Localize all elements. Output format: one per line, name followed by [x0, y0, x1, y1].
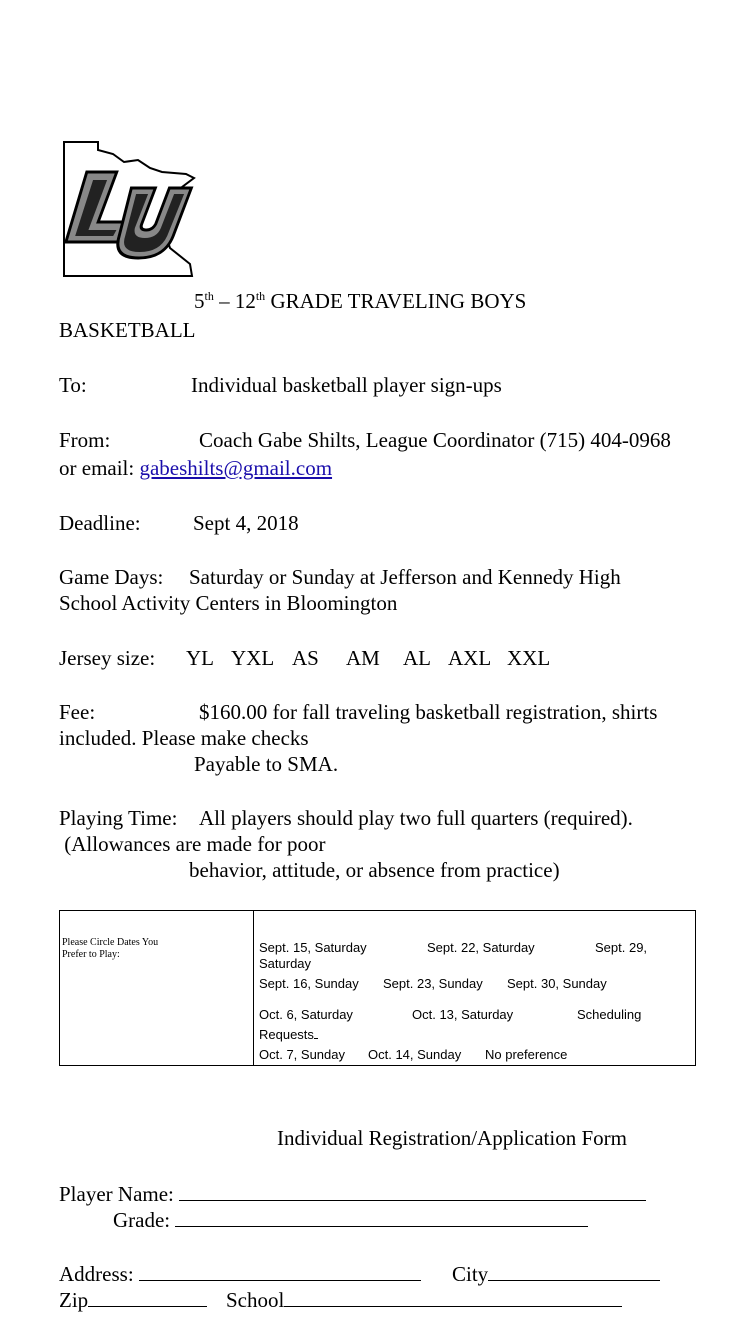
school-field[interactable]	[284, 1286, 622, 1307]
playing-time-line2: (Allowances are made for poor	[59, 832, 326, 856]
playing-time-line3: behavior, attitude, or absence from practice)	[189, 858, 560, 882]
jersey-label: Jersey size:	[59, 646, 156, 670]
jersey-size: YXL	[231, 646, 275, 670]
date-option[interactable]: Sept. 23, Sunday	[383, 976, 483, 991]
date-option[interactable]: Scheduling	[577, 1007, 642, 1022]
date-option[interactable]: Oct. 6, Saturday	[259, 1007, 353, 1022]
address-field[interactable]	[139, 1260, 421, 1281]
page-title-line1: 5th – 12th GRADE TRAVELING BOYS	[194, 289, 527, 313]
address-label: Address:	[59, 1262, 134, 1286]
dates-table	[59, 910, 696, 1066]
date-option[interactable]: Sept. 16, Sunday	[259, 976, 359, 991]
table-divider	[253, 911, 254, 1065]
zip-field[interactable]	[88, 1286, 207, 1307]
jersey-size: XXL	[507, 646, 551, 670]
jersey-size: AM	[346, 646, 380, 670]
playing-time-label: Playing Time:	[59, 806, 178, 830]
page-title-line2: BASKETBALL	[59, 318, 196, 342]
date-option[interactable]: Sept. 30, Sunday	[507, 976, 607, 991]
zip-label: Zip	[59, 1288, 89, 1312]
jersey-size: AL	[403, 646, 431, 670]
jersey-size: AXL	[448, 646, 492, 670]
from-value: Coach Gabe Shilts, League Coordinator (715) 404-0968	[199, 428, 671, 452]
date-option[interactable]: Oct. 13, Saturday	[412, 1007, 514, 1022]
fee-line2: included. Please make checks	[59, 726, 309, 750]
grade-label: Grade:	[113, 1208, 171, 1232]
league-logo	[58, 138, 200, 280]
city-field[interactable]	[488, 1260, 660, 1281]
player-name-field[interactable]	[179, 1180, 646, 1201]
to-label: To:	[59, 373, 87, 397]
game-days-line2: School Activity Centers in Bloomington	[59, 591, 398, 615]
game-days-label: Game Days:	[59, 565, 164, 589]
from-label: From:	[59, 428, 111, 452]
city-row	[452, 1260, 660, 1287]
grade-row	[113, 1206, 588, 1233]
date-option[interactable]: Sept. 15, Saturday	[259, 940, 367, 955]
to-value: Individual basketball player sign-ups	[191, 373, 502, 397]
school-label: School	[226, 1288, 285, 1312]
fee-line1: $160.00 for fall traveling basketball registration, shirts	[199, 700, 658, 724]
grade-field[interactable]	[175, 1206, 588, 1227]
email-prefix: or email:	[59, 456, 140, 480]
zip-row	[59, 1286, 207, 1313]
date-option-wrap[interactable]: Saturday	[259, 956, 312, 971]
form-heading: Individual Registration/Application Form	[277, 1126, 627, 1150]
game-days-line1: Saturday or Sunday at Jefferson and Kennedy High	[189, 565, 621, 589]
date-option[interactable]: No preference	[485, 1047, 568, 1062]
jersey-size: AS	[292, 646, 319, 670]
playing-time-line1: All players should play two full quarters (required).	[199, 806, 633, 830]
dates-prompt: Please Circle Dates You Prefer to Play:	[62, 937, 159, 960]
date-option[interactable]: Sept. 29,	[595, 940, 648, 955]
address-row	[59, 1260, 421, 1287]
fee-label: Fee:	[59, 700, 96, 724]
date-option[interactable]: Sept. 22, Saturday	[427, 940, 535, 955]
player-name-label: Player Name:	[59, 1182, 174, 1206]
email-line	[59, 455, 332, 481]
city-label: City	[452, 1262, 489, 1286]
fee-line3: Payable to SMA.	[194, 752, 339, 776]
deadline-value: Sept 4, 2018	[193, 511, 299, 535]
school-row	[226, 1286, 622, 1313]
date-option[interactable]: Oct. 14, Sunday	[368, 1047, 462, 1062]
player-name-row	[59, 1180, 646, 1207]
deadline-label: Deadline:	[59, 511, 141, 535]
jersey-size: YL	[186, 646, 214, 670]
date-option-wrap[interactable]: Requests	[259, 1025, 318, 1043]
date-option[interactable]: Oct. 7, Sunday	[259, 1047, 345, 1062]
email-link[interactable]: gabeshilts@gmail.com	[139, 456, 333, 480]
